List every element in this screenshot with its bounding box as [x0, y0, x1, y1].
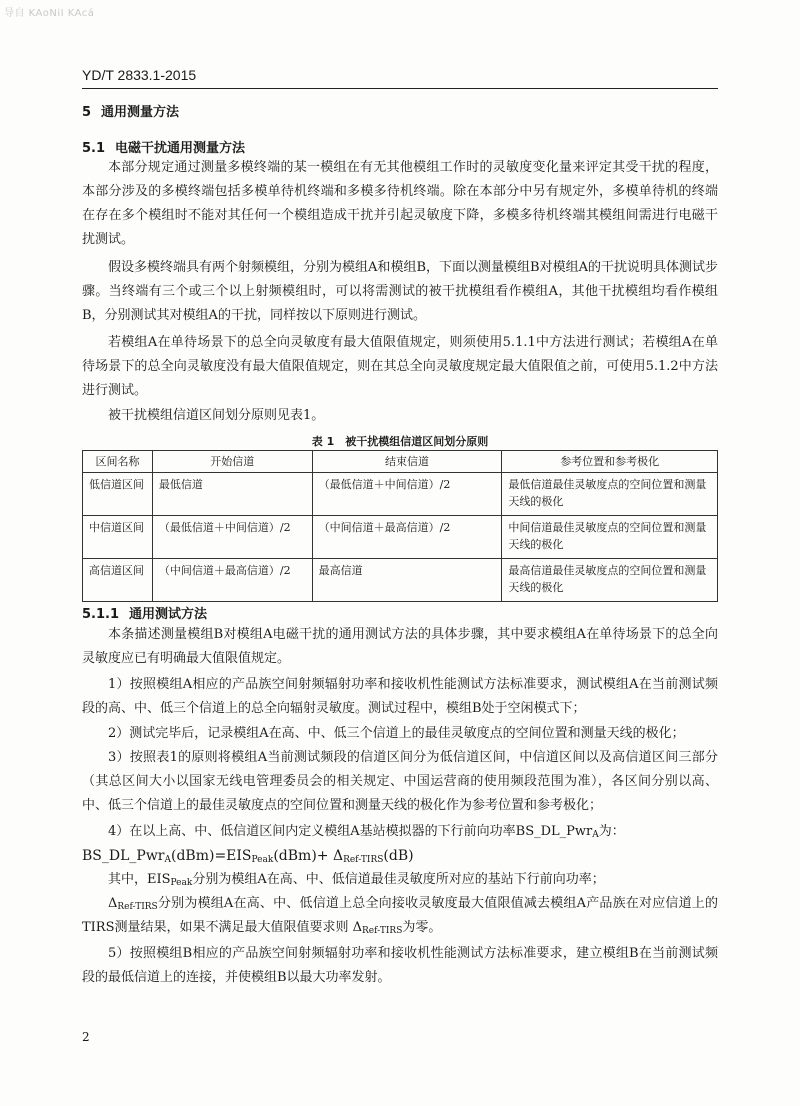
- step-4-text-end: 为：: [598, 824, 625, 839]
- section-number: 5.1: [82, 141, 106, 156]
- channel-division-table: [82, 450, 718, 602]
- table-cell: 低信道区间: [83, 473, 153, 516]
- paragraph-scope: 本部分规定通过测量多模终端的某一模组在有无其他模组工作时的灵敏度变化量来评定其受干扰的程度，本部分涉及的多模终端包括多模单待机终端和多模多待机终端。除在本部分中另有规定外，多模单待机的终端在存在多个模组时不能对其任何一个模组造成干扰并引起灵敏度下降，多模多待机终端其模组间需进行电磁干扰测试。: [82, 160, 718, 247]
- table-cell: 中信道区间: [83, 516, 153, 559]
- table-row: [83, 559, 718, 602]
- table-cell: 中间信道最佳灵敏度点的空间位置和测量天线的极化: [502, 516, 718, 559]
- formula-part: (dBm)=EIS: [171, 848, 252, 864]
- section-5-1-1-heading: [82, 603, 207, 622]
- formula-subscript: Peak: [251, 855, 274, 865]
- step-5: 5）按照模组B相应的产品族空间射频辐射功率和接收机性能测试方法标准要求，建立模组B在当前测试频段的最低信道上的连接，并使模组B以最大功率发射。: [82, 946, 718, 985]
- table-header-cell: 结束信道: [312, 451, 502, 473]
- table-cell: （中间信道＋最高信道）/2: [312, 516, 502, 559]
- section-5-1-heading: [82, 137, 245, 156]
- formula-part: (dB): [383, 848, 414, 864]
- document-code: YD/T 2833.1-2015: [82, 67, 197, 83]
- table-cell: 最低信道: [152, 473, 312, 516]
- table-cell: （最低信道＋中间信道）/2: [312, 473, 502, 516]
- header-rule: [82, 88, 718, 89]
- table-title: 表 1 被干扰模组信道区间划分原则: [311, 435, 489, 448]
- table-cell: （中间信道＋最高信道）/2: [152, 559, 312, 602]
- table-row: [83, 516, 718, 559]
- table-cell: 最低信道最佳灵敏度点的空间位置和测量天线的极化: [502, 473, 718, 516]
- section-title: 通用测量方法: [101, 105, 180, 120]
- formula-part: (dBm)+ Δ: [273, 848, 344, 864]
- where-eis: [82, 868, 718, 892]
- table-cell: （最低信道＋中间信道）/2: [152, 516, 312, 559]
- table-header-cell: 区间名称: [83, 451, 153, 473]
- page-number: 2: [82, 1030, 90, 1044]
- where-text: 分别为模组A在高、中、低信道上总全向接收灵敏度最大值限值减去模组A产品族在对应信道上的TIRS测量结果，如果不满足最大值限值要求则 Δ: [82, 896, 718, 935]
- table-cell: 最高信道最佳灵敏度点的空间位置和测量天线的极化: [502, 559, 718, 602]
- paragraph-method-choice: 若模组A在单待场景下的总全向灵敏度有最大值限值规定，则须使用5.1.1中方法进行测试；若模组A在单待场景下的总全向灵敏度没有最大值限值规定，则在其总全向灵敏度规定最大值限值之前，可使用5.1.2中方法进行测试。: [82, 335, 718, 398]
- watermark: 导自 KAoNiI KAcá: [4, 8, 95, 19]
- step-1: 1）按照模组A相应的产品族空间射频辐射功率和接收机性能测试方法标准要求，测试模组A在当前测试频段的高、中、低三个信道上的总全向辐射灵敏度。测试过程中，模组B处于空闲模式下；: [82, 677, 718, 716]
- table-cell: 最高信道: [312, 559, 502, 602]
- section-number: 5.1.1: [82, 607, 120, 622]
- table-cell: 高信道区间: [83, 559, 153, 602]
- formula-subscript: Ref-TIRS: [343, 855, 384, 865]
- where-subscript: Peak: [170, 878, 193, 888]
- step-2: 2）测试完毕后，记录模组A在高、中、低三个信道上的最佳灵敏度点的空间位置和测量天线的极化；: [108, 726, 685, 741]
- formula: [82, 844, 718, 868]
- section-5-heading: [82, 101, 179, 120]
- section-title: 通用测试方法: [129, 607, 208, 622]
- paragraph-assumption: 假设多模终端具有两个射频模组，分别为模组A和模组B，下面以测量模组B对模组A的干扰说明具体测试步骤。当终端有三个或三个以上射频模组时，可以将需测试的被干扰模组看作模组A，其他干扰模组均看作模组B，分别测试其对模组A的干扰，同样按以下原则进行测试。: [82, 260, 718, 323]
- step-4: [82, 820, 718, 844]
- section-number: 5: [82, 105, 92, 120]
- where-text: 为零。: [402, 920, 442, 935]
- where-subscript: Ref-TIRS: [117, 902, 158, 912]
- paragraph-table-ref: 被干扰模组信道区间划分原则见表1。: [108, 408, 325, 423]
- section-title: 电磁干扰通用测量方法: [115, 141, 246, 156]
- where-text: 其中，EIS: [108, 872, 171, 887]
- paragraph-general-method: 本条描述测量模组B对模组A电磁干扰的通用测试方法的具体步骤，其中要求模组A在单待场景下的总全向灵敏度应已有明确最大值限值规定。: [82, 627, 718, 666]
- table-header-cell: 开始信道: [152, 451, 312, 473]
- step-4-text: 4）在以上高、中、低信道区间内定义模组A基站模拟器的下行前向功率BS_DL_Pwr: [108, 824, 593, 839]
- table-row: [83, 473, 718, 516]
- where-text: 分别为模组A在高、中、低信道最佳灵敏度所对应的基站下行前向功率；: [192, 872, 605, 887]
- table-header-cell: 参考位置和参考极化: [502, 451, 718, 473]
- where-delta: [82, 892, 718, 940]
- where-subscript: Ref-TIRS: [362, 926, 403, 936]
- formula-subscript: A: [164, 855, 171, 865]
- where-text: Δ: [108, 896, 118, 911]
- step-3: 3）按照表1的原则将模组A当前测试频段的信道区间分为低信道区间，中信道区间以及高信道区间三部分（其总区间大小以国家无线电管理委员会的相关规定、中国运营商的使用频段范围为准），各区间分别以高、中、低三个信道上的最佳灵敏度点的空间位置和测量天线的极化作为参考位置和参考极化；: [82, 750, 718, 813]
- formula-part: BS_DL_Pwr: [82, 848, 165, 864]
- table-header-row: [83, 451, 718, 473]
- step-4-subscript: A: [592, 830, 599, 840]
